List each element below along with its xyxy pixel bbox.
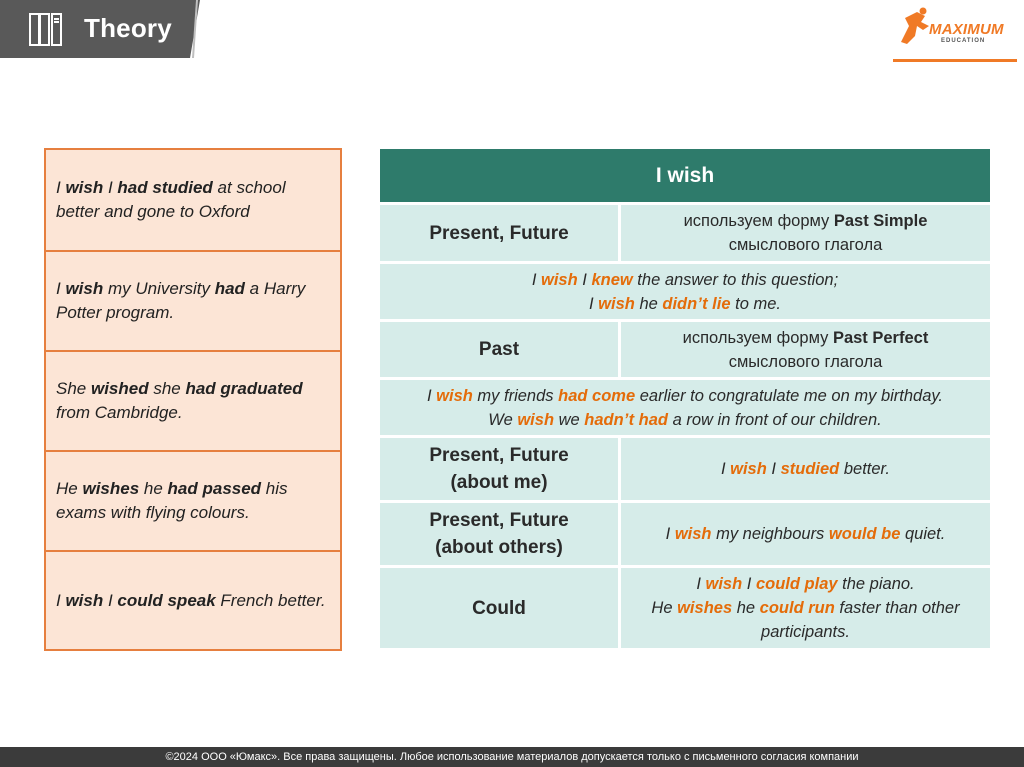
row-label: Past (380, 322, 618, 377)
table-row (380, 205, 990, 261)
table-row (380, 380, 990, 435)
row-label: Could (380, 568, 618, 648)
logo-name: MAXIMUM (929, 21, 1004, 38)
table-row (380, 503, 990, 565)
example-cell: I wish I knew the answer to this question; I wish he didn’t lie to me. (380, 264, 990, 319)
example-text: She wished she had graduated from Cambridge. (56, 379, 303, 422)
example-text: He wishes he had passed his exams with flying colours. (56, 479, 288, 522)
example-text: I wish I had studied at school better and gone to Oxford (56, 178, 286, 221)
logo-subtitle: EDUCATION (941, 38, 986, 44)
example-text: I wish I could speak French better. (56, 591, 326, 610)
example-cell (46, 250, 340, 350)
table-header: I wish (380, 149, 990, 202)
example-cell: I wish I studied better. (621, 438, 990, 500)
rule-cell: используем форму Past Simple смыслового глагола (621, 205, 990, 261)
example-cell: I wish I could play the piano. He wishes he could run faster than other participants. (621, 568, 990, 648)
row-label: Present, Future (about me) (380, 438, 618, 500)
example-cell (46, 550, 340, 650)
table-row (380, 438, 990, 500)
row-label: Present, Future (380, 205, 618, 261)
example-cell: I wish my friends had come earlier to congratulate me on my birthday. We wish we hadn’t had a row in front of our children. (380, 380, 990, 435)
logo-underline (893, 59, 1017, 62)
example-cell (46, 150, 340, 250)
example-text: I wish my University had a Harry Potter program. (56, 279, 306, 322)
example-cell: I wish my neighbours would be quiet. (621, 503, 990, 565)
company-logo (893, 4, 1017, 64)
example-cell (46, 350, 340, 450)
rule-cell: используем форму Past Perfect смыслового глагола (621, 322, 990, 377)
table-row (380, 322, 990, 377)
table-row (380, 568, 990, 648)
page-title: Theory (84, 13, 172, 43)
example-cell (46, 450, 340, 550)
examples-column (44, 148, 342, 651)
table-row (380, 264, 990, 319)
row-label: Present, Future (about others) (380, 503, 618, 565)
books-icon (27, 10, 67, 50)
copyright-footer: ©2024 ООО «Юмакс». Все права защищены. Любое использование материалов допускается только с письменного согласия компании (0, 747, 1024, 767)
